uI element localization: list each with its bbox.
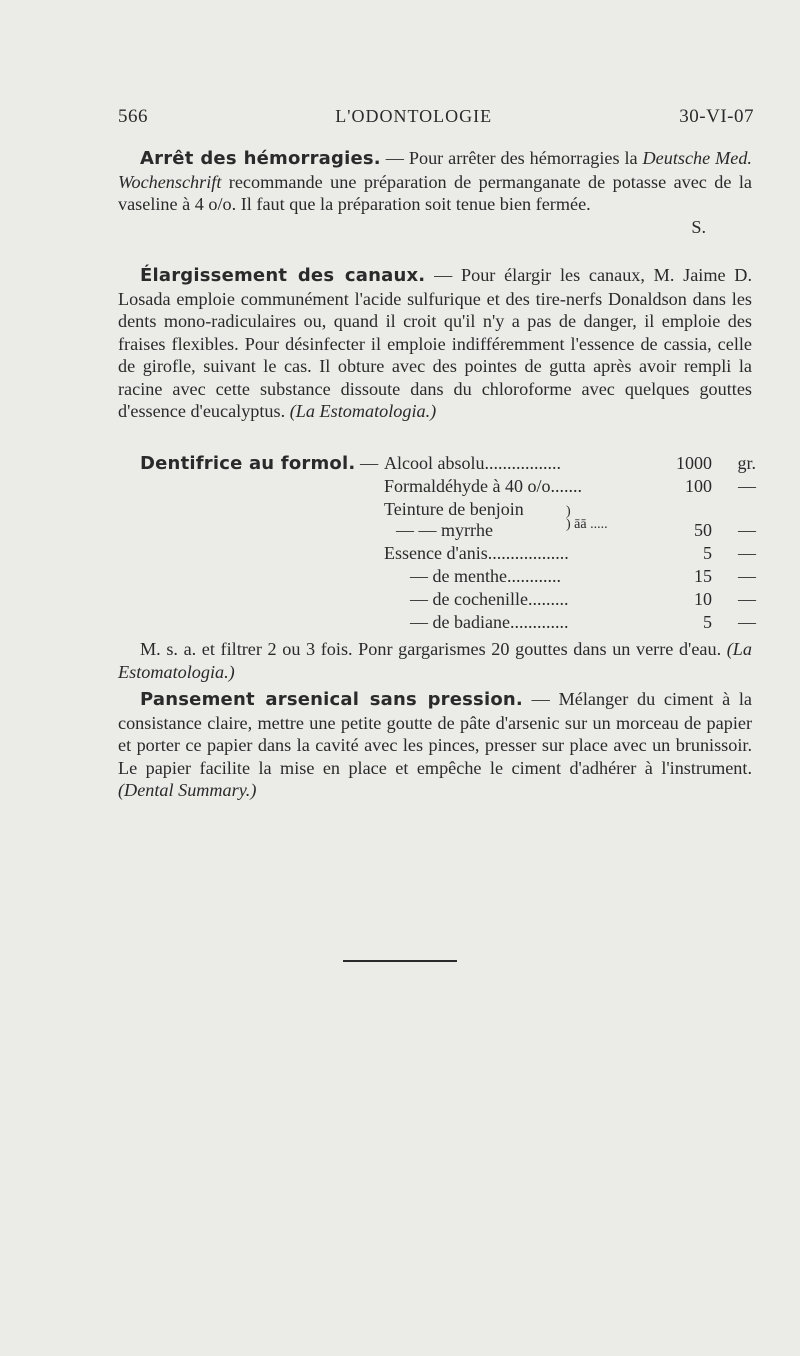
article-intro: — Pour arrêter des hémorragies la [380,148,643,168]
recipe-row: — de menthe............ 15 — [410,566,756,586]
source-reference: (La Estomatologia.) [289,401,437,421]
article-heading: Élargissement des canaux. [140,265,426,286]
issue-date: 30-VI-07 [679,106,754,127]
page-number: 566 [118,106,148,127]
recipe-row: Alcool absolu................. 1000 gr. [384,453,756,473]
source-reference: (Dental Summary.) [118,780,257,800]
article-hemorragies [118,147,752,238]
journal-title: L'ODONTOLOGIE [335,106,493,126]
source-reference: (La Estomatologia.) [118,639,752,682]
recipe-row: Essence d'anis.................. 5 — [384,543,756,563]
recipe-instructions [118,638,752,683]
article-dentifrice-heading: Dentifrice au formol. — [140,453,379,474]
recipe-row: — — myrrhe 50 — [396,520,756,540]
article-heading: Dentifrice au formol. [140,453,356,474]
article-canaux [118,264,752,423]
article-body: — Mélanger du ciment à la consistance claire, mettre une petite goutte de pâte d'arsenic sur un morceau de papier et porter ce papier dans la cavité avec les pinces, presser sur place avec un brunissoir. Le papier facilite la mise en place et empêche le ciment d'adhérer à l'instrument. [118,689,752,778]
article-body: recommande une préparation de permanganate de potasse avec de la vaseline à 4 o/o. Il faut que la préparation soit tenue bien fermée. [118,171,752,214]
signature: S. [691,216,706,237]
article-heading: Arrêt des hémorragies. [140,148,381,169]
article-heading: Pansement arsenical sans pression. [140,689,523,710]
journal-reference: Deutsche Med. Wochenschrift [118,148,752,192]
recipe-row: Teinture de benjoin [384,499,524,519]
recipe-row: — de cochenille......... 10 — [410,589,756,609]
page-header [118,106,754,128]
recipe-row: Formaldéhyde à 40 o/o....... 100 — [384,476,756,496]
article-pansement [118,688,752,802]
brace-annotation: ) ) āā ..... [566,504,608,532]
recipe-row: — de badiane............. 5 — [410,612,756,632]
article-body: — Pour élargir les canaux, M. Jaime D. Losada emploie communément l'acide sulfurique et des tire-nerfs Donaldson dans les dents mono-radiculaires ou, quand il croit qu'il n'y a pas de danger, il emploie des fraises flexibles. Pour désinfecter il emploie indifféremment l'essence de cassia, celle de girofle, suivant le cas. Il obture avec des pointes de gutta après avoir rempli la racine avec cette substance dissoute dans du chloroforme avec quelques gouttes d'essence d'eucalyptus. [118,265,752,421]
section-divider [343,960,457,962]
instructions-text: M. s. a. et filtrer 2 ou 3 fois. Ponr gargarismes 20 gouttes dans un verre d'eau. [140,639,727,659]
